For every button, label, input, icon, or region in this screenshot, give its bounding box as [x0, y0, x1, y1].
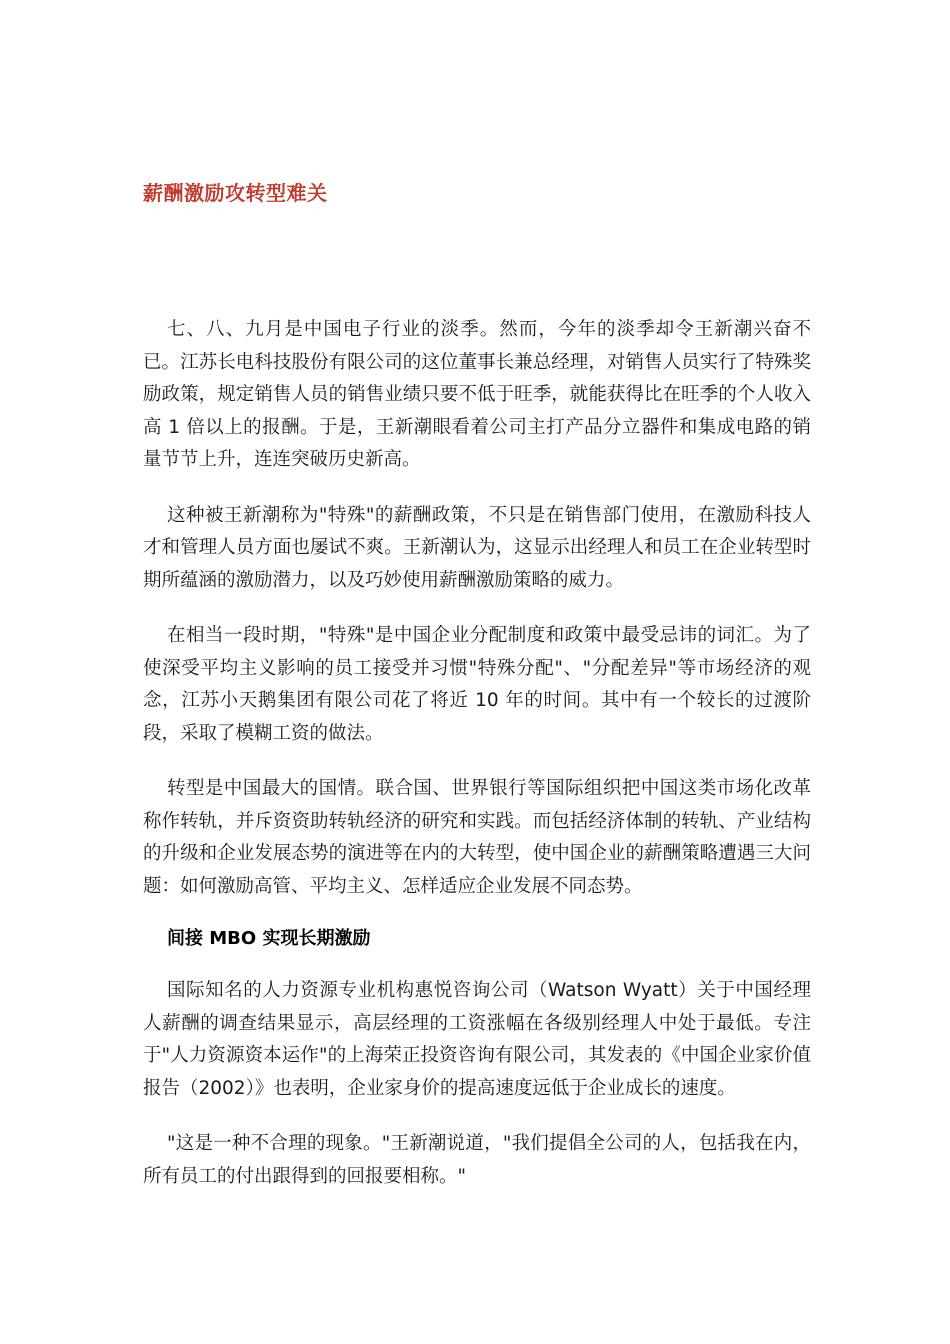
article-title: 薪酬激励攻转型难关 [143, 181, 328, 205]
paragraph: 这种被王新潮称为"特殊"的薪酬政策，不只是在销售部门使用，在激励科技人才和管理人员方面也屡试不爽。王新潮认为，这显示出经理人和员工在企业转型时期所蕴涵的激励潜力，以及巧妙使用薪酬激励策略的威力。 [143, 504, 811, 591]
paragraph: 国际知名的人力资源专业机构惠悦咨询公司（Watson Wyatt）关于中国经理人薪酬的调查结果显示，高层经理的工资涨幅在各级别经理人中处于最低。专注于"人力资源资本运作"的上海荣正投资咨询有限公司，其发表的《中国企业家价值报告（2002）》也表明，企业家身价的提高速度远低于企业成长的速度。 [143, 980, 811, 1099]
paragraph: 七、八、九月是中国电子行业的淡季。然而，今年的淡季却令王新潮兴奋不已。江苏长电科技股份有限公司的这位董事长兼总经理，对销售人员实行了特殊奖励政策，规定销售人员的销售业绩只要不低于旺季，就能获得比在旺季的个人收入高 1 倍以上的报酬。于是，王新潮眼看着公司主打产品分立器件和集成电路的销量节节上升，连连突破历史新高。 [143, 319, 811, 470]
article-body [143, 314, 811, 1216]
section-heading: 间接 MBO 实现长期激励 [167, 928, 371, 949]
paragraph: "这是一种不合理的现象。"王新潮说道，"我们提倡全公司的人，包括我在内，所有员工的付出跟得到的回报要相称。" [143, 1133, 811, 1187]
paragraph: 在相当一段时期，"特殊"是中国企业分配制度和政策中最受忌讳的词汇。为了使深受平均主义影响的员工接受并习惯"特殊分配"、"分配差异"等市场经济的观念，江苏小天鹅集团有限公司花了将近 10 年的时间。其中有一个较长的过渡阶段，采取了模糊工资的做法。 [143, 625, 811, 744]
paragraph: 转型是中国最大的国情。联合国、世界银行等国际组织把中国这类市场化改革称作转轨，并斥资资助转轨经济的研究和实践。而包括经济体制的转轨、产业结构的升级和企业发展态势的演进等在内的大转型，使中国企业的薪酬策略遭遇三大问题：如何激励高管、平均主义、怎样适应企业发展不同态势。 [143, 778, 811, 897]
